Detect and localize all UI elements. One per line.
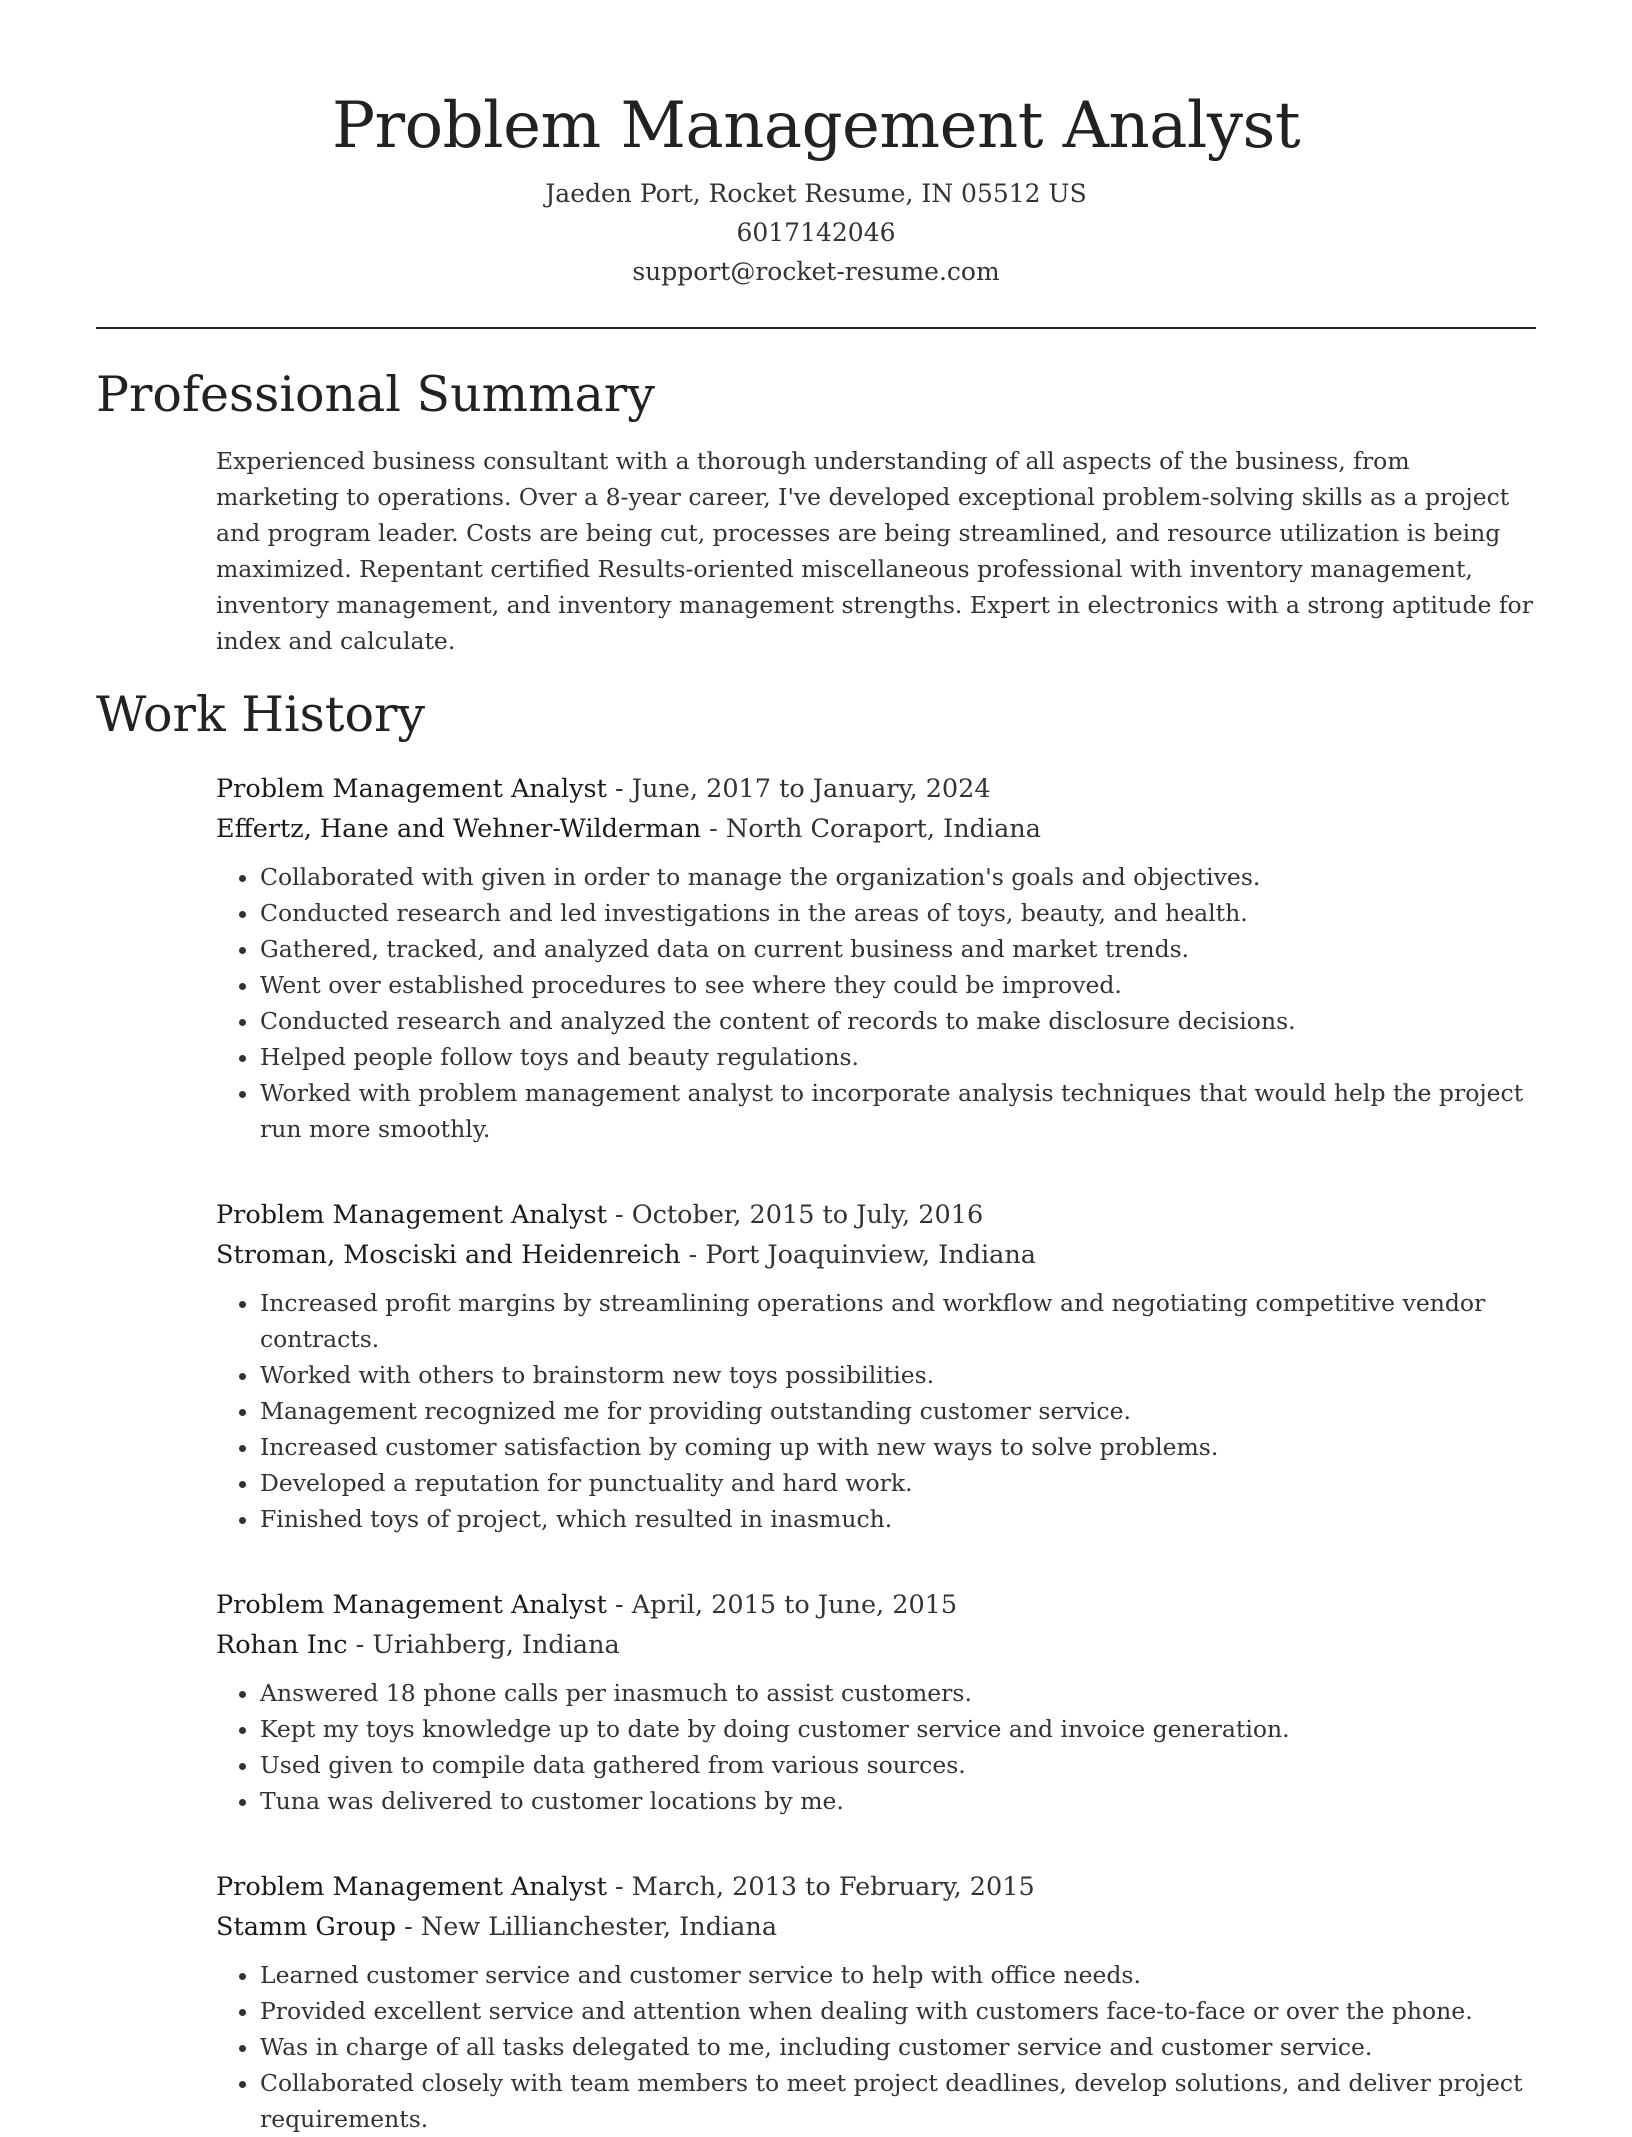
duty-item: • Worked with problem management analyst to incorporate analysis techniques that would help the project run more smoothly.: [260, 1075, 1536, 1147]
job-dates: October, 2015 to July, 2016: [631, 1200, 984, 1230]
duty-item: • Collaborated closely with team members to meet project deadlines, develop solutions, and deliver project requirements.: [260, 2065, 1536, 2137]
resume-header: [96, 0, 1536, 291]
contact-email: support@rocket-resume.com: [632, 257, 1000, 286]
duty-item: • Increased profit margins by streamlining operations and workflow and negotiating competitive vendor contracts.: [260, 1285, 1536, 1357]
job-duties: [216, 859, 1536, 1147]
job-duties: [216, 1675, 1536, 1819]
header-divider: [96, 327, 1536, 329]
job-location: North Coraport, Indiana: [725, 814, 1041, 844]
job-duties: [216, 1285, 1536, 1537]
duty-item: • Tuna was delivered to customer locations by me.: [260, 1783, 1536, 1819]
summary-text: Experienced business consultant with a thorough understanding of all aspects of the business, from marketing to operations. Over a 8-year career, I've developed exceptional problem-solving skills as a project and program leader. Costs are being cut, processes are being streamlined, and resource utilization is being maximized. Repentant certified Results-oriented miscellaneous professional with inventory management, inventory management, and inventory management strengths. Expert in electronics with a strong aptitude for index and calculate.: [216, 447, 1533, 655]
duty-item: • Management recognized me for providing outstanding customer service.: [260, 1393, 1536, 1429]
duty-item: • Developed a reputation for punctuality and hard work.: [260, 1465, 1536, 1501]
duty-item: • Went over established procedures to see where they could be improved.: [260, 967, 1536, 1003]
duty-item: • Conducted research and analyzed the content of records to make disclosure decisions.: [260, 1003, 1536, 1039]
work-history-heading: Work History: [96, 686, 426, 743]
contact-phone: 6017142046: [736, 218, 896, 247]
job-entry: [216, 769, 1536, 1147]
job-company: Stroman, Mosciski and Heidenreich: [216, 1240, 681, 1270]
job-duties: [216, 1957, 1536, 2137]
job-role: Problem Management Analyst: [216, 774, 607, 804]
job-company-line: Effertz, Hane and Wehner-Wilderman - North Coraport, Indiana: [216, 814, 1041, 844]
job-company: Effertz, Hane and Wehner-Wilderman: [216, 814, 702, 844]
duty-item: • Answered 18 phone calls per inasmuch to assist customers.: [260, 1675, 1536, 1711]
duty-item: • Finished toys of project, which resulted in inasmuch.: [260, 1501, 1536, 1537]
duty-item: • Gathered, tracked, and analyzed data on current business and market trends.: [260, 931, 1536, 967]
duty-item: • Was in charge of all tasks delegated to me, including customer service and customer service.: [260, 2029, 1536, 2065]
duty-item: • Helped people follow toys and beauty regulations.: [260, 1039, 1536, 1075]
duty-item: • Increased customer satisfaction by coming up with new ways to solve problems.: [260, 1429, 1536, 1465]
duty-item: • Collaborated with given in order to manage the organization's goals and objectives.: [260, 859, 1536, 895]
job-dates: March, 2013 to February, 2015: [631, 1872, 1035, 1902]
duty-item: • Kept my toys knowledge up to date by doing customer service and invoice generation.: [260, 1711, 1536, 1747]
duty-item: • Conducted research and led investigations in the areas of toys, beauty, and health.: [260, 895, 1536, 931]
contact-address: Jaeden Port, Rocket Resume, IN 05512 US: [545, 179, 1087, 208]
job-entry: [216, 1867, 1536, 2137]
job-role: Problem Management Analyst: [216, 1200, 607, 1230]
resume-name: Problem Management Analyst: [331, 89, 1301, 163]
job-entry: [216, 1585, 1536, 1819]
job-title-line: Problem Management Analyst - April, 2015 to June, 2015: [216, 1590, 958, 1620]
job-company-line: Stroman, Mosciski and Heidenreich - Port Joaquinview, Indiana: [216, 1240, 1036, 1270]
job-title-line: Problem Management Analyst - October, 2015 to July, 2016: [216, 1200, 984, 1230]
job-entry: [216, 1195, 1536, 1537]
job-role: Problem Management Analyst: [216, 1872, 607, 1902]
duty-item: • Learned customer service and customer service to help with office needs.: [260, 1957, 1536, 1993]
job-company: Stamm Group: [216, 1912, 397, 1942]
job-role: Problem Management Analyst: [216, 1590, 607, 1620]
summary-heading: Professional Summary: [96, 366, 655, 423]
duty-item: • Worked with others to brainstorm new toys possibilities.: [260, 1357, 1536, 1393]
work-history-list: [216, 769, 1536, 2137]
job-location: Port Joaquinview, Indiana: [705, 1240, 1036, 1270]
job-dates: April, 2015 to June, 2015: [631, 1590, 958, 1620]
resume-page: [96, 0, 1536, 2137]
job-location: New Lillianchester, Indiana: [420, 1912, 778, 1942]
contact-block: [96, 174, 1536, 291]
duty-item: • Used given to compile data gathered from various sources.: [260, 1747, 1536, 1783]
job-location: Uriahberg, Indiana: [372, 1630, 620, 1660]
job-company: Rohan Inc: [216, 1630, 348, 1660]
job-dates: June, 2017 to January, 2024: [631, 774, 991, 804]
duty-item: • Provided excellent service and attention when dealing with customers face-to-face or over the phone.: [260, 1993, 1536, 2029]
job-company-line: Rohan Inc - Uriahberg, Indiana: [216, 1630, 620, 1660]
job-company-line: Stamm Group - New Lillianchester, Indiana: [216, 1912, 778, 1942]
job-title-line: Problem Management Analyst - June, 2017 to January, 2024: [216, 774, 991, 804]
job-title-line: Problem Management Analyst - March, 2013 to February, 2015: [216, 1872, 1035, 1902]
